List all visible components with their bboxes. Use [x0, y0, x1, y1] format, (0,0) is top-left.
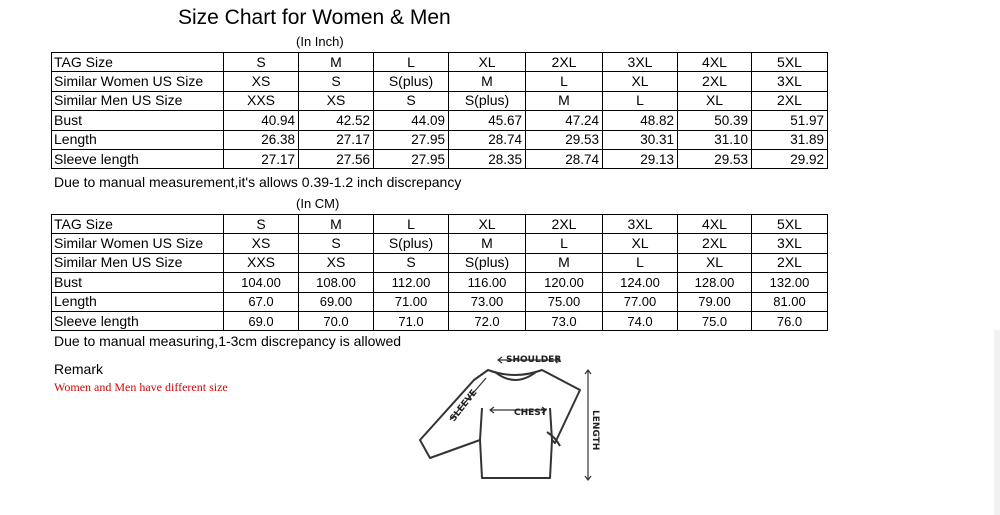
- size-value-cell: 116.00: [449, 273, 526, 292]
- size-value-cell: XXS: [224, 253, 299, 272]
- cm-size-table: [51, 214, 828, 331]
- size-value-cell: 51.97: [752, 111, 828, 130]
- size-value-cell: 76.0: [752, 311, 828, 330]
- size-value-cell: 27.17: [224, 149, 299, 168]
- size-value-cell: 29.92: [752, 149, 828, 168]
- size-value-cell: 45.67: [449, 111, 526, 130]
- size-value-cell: L: [526, 234, 603, 253]
- row-label-cell: Length: [52, 130, 224, 149]
- inch-size-table: [51, 52, 828, 169]
- size-value-cell: XL: [603, 234, 678, 253]
- row-label-cell: Length: [52, 292, 224, 311]
- size-value-cell: 3XL: [752, 234, 828, 253]
- size-value-cell: 71.0: [374, 311, 449, 330]
- size-value-cell: 42.52: [299, 111, 374, 130]
- size-value-cell: M: [526, 253, 603, 272]
- size-value-cell: 2XL: [752, 91, 828, 110]
- row-label-cell: Sleeve length: [52, 311, 224, 330]
- size-value-cell: L: [603, 91, 678, 110]
- size-value-cell: S(plus): [374, 72, 449, 91]
- size-value-cell: 75.0: [678, 311, 752, 330]
- size-value-cell: 67.0: [224, 292, 299, 311]
- size-value-cell: 71.00: [374, 292, 449, 311]
- size-value-cell: 73.00: [449, 292, 526, 311]
- size-value-cell: 4XL: [678, 215, 752, 234]
- length-label: LENGTH: [590, 410, 600, 451]
- size-value-cell: S(plus): [449, 253, 526, 272]
- size-value-cell: S: [224, 53, 299, 72]
- size-value-cell: XS: [299, 253, 374, 272]
- table-header-row: [52, 53, 828, 72]
- table-row: [52, 130, 828, 149]
- size-value-cell: S(plus): [449, 91, 526, 110]
- table-row: [52, 311, 828, 330]
- size-value-cell: 2XL: [526, 215, 603, 234]
- table-row: [52, 149, 828, 168]
- size-value-cell: 40.94: [224, 111, 299, 130]
- size-value-cell: 29.53: [678, 149, 752, 168]
- size-value-cell: 132.00: [752, 273, 828, 292]
- size-value-cell: 3XL: [603, 215, 678, 234]
- size-value-cell: M: [526, 91, 603, 110]
- size-value-cell: XS: [299, 91, 374, 110]
- size-value-cell: 3XL: [752, 72, 828, 91]
- size-value-cell: 29.53: [526, 130, 603, 149]
- size-value-cell: 29.13: [603, 149, 678, 168]
- table-row: [52, 292, 828, 311]
- size-value-cell: 77.00: [603, 292, 678, 311]
- remark-note: Women and Men have different size: [54, 380, 228, 394]
- tshirt-measurement-diagram: [410, 348, 610, 493]
- table-row: [52, 273, 828, 292]
- size-value-cell: S: [299, 72, 374, 91]
- size-value-cell: XS: [224, 72, 299, 91]
- size-value-cell: S: [374, 91, 449, 110]
- row-label-cell: TAG Size: [52, 215, 224, 234]
- size-value-cell: M: [449, 234, 526, 253]
- size-value-cell: 70.0: [299, 311, 374, 330]
- size-value-cell: 48.82: [603, 111, 678, 130]
- table-row: [52, 234, 828, 253]
- row-label-cell: Bust: [52, 273, 224, 292]
- size-value-cell: 69.00: [299, 292, 374, 311]
- size-value-cell: 124.00: [603, 273, 678, 292]
- table-row: [52, 91, 828, 110]
- size-value-cell: 27.17: [299, 130, 374, 149]
- size-value-cell: 5XL: [752, 53, 828, 72]
- table-row: [52, 253, 828, 272]
- size-value-cell: 47.24: [526, 111, 603, 130]
- size-value-cell: 2XL: [752, 253, 828, 272]
- page-title: Size Chart for Women & Men: [178, 6, 451, 29]
- cm-unit-label: (In CM): [296, 196, 340, 211]
- size-value-cell: XL: [449, 215, 526, 234]
- size-value-cell: L: [374, 53, 449, 72]
- inch-unit-label: (In Inch): [296, 34, 344, 49]
- row-label-cell: TAG Size: [52, 53, 224, 72]
- table-row: [52, 111, 828, 130]
- size-value-cell: 128.00: [678, 273, 752, 292]
- size-value-cell: 69.0: [224, 311, 299, 330]
- size-value-cell: 112.00: [374, 273, 449, 292]
- size-value-cell: 30.31: [603, 130, 678, 149]
- row-label-cell: Similar Women US Size: [52, 72, 224, 91]
- size-value-cell: 44.09: [374, 111, 449, 130]
- row-label-cell: Similar Men US Size: [52, 253, 224, 272]
- remark-label: Remark: [54, 361, 104, 377]
- sleeve-label: SLEEVE: [448, 388, 480, 424]
- size-value-cell: L: [374, 215, 449, 234]
- size-value-cell: S: [374, 253, 449, 272]
- size-value-cell: 120.00: [526, 273, 603, 292]
- size-value-cell: 2XL: [678, 234, 752, 253]
- size-value-cell: 79.00: [678, 292, 752, 311]
- size-value-cell: 27.95: [374, 149, 449, 168]
- tshirt-outline-icon: [420, 370, 580, 478]
- size-value-cell: 31.89: [752, 130, 828, 149]
- size-value-cell: 2XL: [678, 72, 752, 91]
- size-value-cell: 50.39: [678, 111, 752, 130]
- size-value-cell: XXS: [224, 91, 299, 110]
- size-value-cell: 28.74: [449, 130, 526, 149]
- size-value-cell: 31.10: [678, 130, 752, 149]
- table-row: [52, 72, 828, 91]
- row-label-cell: Similar Women US Size: [52, 234, 224, 253]
- table-header-row: [52, 215, 828, 234]
- size-value-cell: 74.0: [603, 311, 678, 330]
- size-value-cell: 28.74: [526, 149, 603, 168]
- size-value-cell: S: [299, 234, 374, 253]
- right-edge-strip: [994, 330, 1000, 515]
- size-value-cell: 5XL: [752, 215, 828, 234]
- cm-discrepancy-note: Due to manual measuring,1-3cm discrepancy is allowed: [54, 333, 402, 349]
- shoulder-label: SHOULDER: [506, 355, 562, 365]
- size-value-cell: 28.35: [449, 149, 526, 168]
- size-value-cell: S(plus): [374, 234, 449, 253]
- size-value-cell: 75.00: [526, 292, 603, 311]
- size-value-cell: L: [526, 72, 603, 91]
- row-label-cell: Similar Men US Size: [52, 91, 224, 110]
- size-value-cell: 81.00: [752, 292, 828, 311]
- size-value-cell: 26.38: [224, 130, 299, 149]
- size-value-cell: XL: [603, 72, 678, 91]
- row-label-cell: Sleeve length: [52, 149, 224, 168]
- size-value-cell: M: [449, 72, 526, 91]
- size-value-cell: XL: [678, 253, 752, 272]
- size-value-cell: XL: [678, 91, 752, 110]
- size-value-cell: 108.00: [299, 273, 374, 292]
- size-value-cell: M: [299, 215, 374, 234]
- size-value-cell: M: [299, 53, 374, 72]
- row-label-cell: Bust: [52, 111, 224, 130]
- size-value-cell: 27.95: [374, 130, 449, 149]
- size-value-cell: 73.0: [526, 311, 603, 330]
- size-value-cell: 27.56: [299, 149, 374, 168]
- chest-label: CHEST: [514, 408, 547, 418]
- size-value-cell: 72.0: [449, 311, 526, 330]
- size-value-cell: 104.00: [224, 273, 299, 292]
- inch-discrepancy-note: Due to manual measurement,it's allows 0.39-1.2 inch discrepancy: [54, 174, 462, 190]
- size-value-cell: 3XL: [603, 53, 678, 72]
- size-value-cell: L: [603, 253, 678, 272]
- size-value-cell: 2XL: [526, 53, 603, 72]
- size-value-cell: XL: [449, 53, 526, 72]
- size-value-cell: S: [224, 215, 299, 234]
- size-value-cell: 4XL: [678, 53, 752, 72]
- size-value-cell: XS: [224, 234, 299, 253]
